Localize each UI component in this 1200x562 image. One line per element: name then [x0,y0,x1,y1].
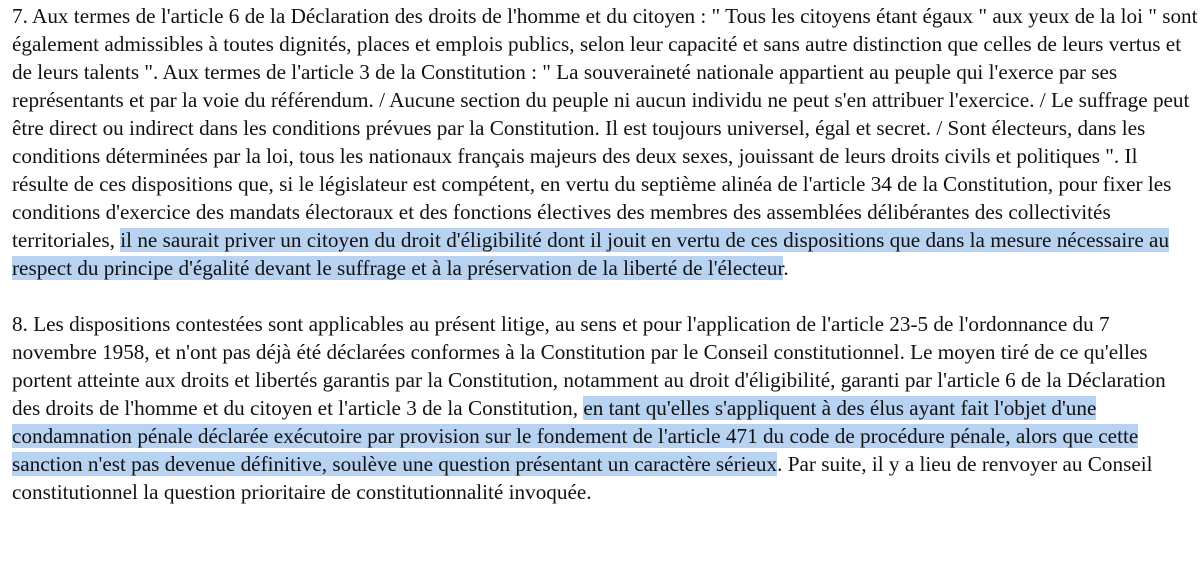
paragraph-7-end: . [783,256,789,280]
paragraph-8-highlighted-selection[interactable]: en tant qu'elles s'appliquent à des élus ayant fait l'objet d'une condamnation pénale déclarée exécutoire par provision sur le fondement de l'article 471 du code de procédure pénale, alors que cette sanction n'est pas devenue définitive, soulève une question présentant un caractère sérieux [12,396,1139,476]
paragraph-7-text: 7. Aux termes de l'article 6 de la Déclaration des droits de l'homme et du citoyen : " Tous les citoyens étant égaux " aux yeux de la loi " sont également admissibles à toutes dignités, places et emplois publics, selon leur capacité et sans autre distinction que celles de leurs vertus et de leurs talents ". Aux termes de l'article 3 de la Constitution : " La souveraineté nationale appartient au peuple qui l'exerce par ses représentants et par la voie du référendum. / Aucune section du peuple ni aucun individu ne peut s'en attribuer l'exercice. / Le suffrage peut être direct ou indirect dans les conditions prévues par la Constitution. Il est toujours universel, égal et secret. / Sont électeurs, dans les conditions déterminées par la loi, tous les nationaux français majeurs des deux sexes, jouissant de leurs droits civils et politiques ". Il résulte de ces dispositions que, si le législateur est compétent, en vertu du septième alinéa de l'article 34 de la Constitution, pour fixer les conditions d'exercice des mandats électoraux et des fonctions électives des membres des assemblées délibérantes des collectivités territoriales, [12,4,1198,252]
paragraph-8-end: . Par suite, il y a lieu de renvoyer au Conseil constitutionnel la question prioritaire de constitutionnalité invoquée. [12,452,1153,504]
paragraph-8 [12,310,1198,506]
paragraph-8-text: 8. Les dispositions contestées sont applicables au présent litige, au sens et pour l'application de l'article 23-5 de l'ordonnance du 7 novembre 1958, et n'ont pas déjà été déclarées conformes à la Constitution par le Conseil constitutionnel. Le moyen tiré de ce qu'elles portent atteinte aux droits et libertés garantis par la Constitution, notamment au droit d'éligibilité, garanti par l'article 6 de la Déclaration des droits de l'homme et du citoyen et l'article 3 de la Constitution, [12,312,1166,420]
paragraph-7 [12,2,1198,282]
document-body [12,2,1198,506]
paragraph-7-highlighted-selection[interactable]: il ne saurait priver un citoyen du droit d'éligibilité dont il jouit en vertu de ces dispositions que dans la mesure nécessaire au respect du principe d'égalité devant le suffrage et à la préservation de la liberté de l'électeur [12,228,1170,280]
